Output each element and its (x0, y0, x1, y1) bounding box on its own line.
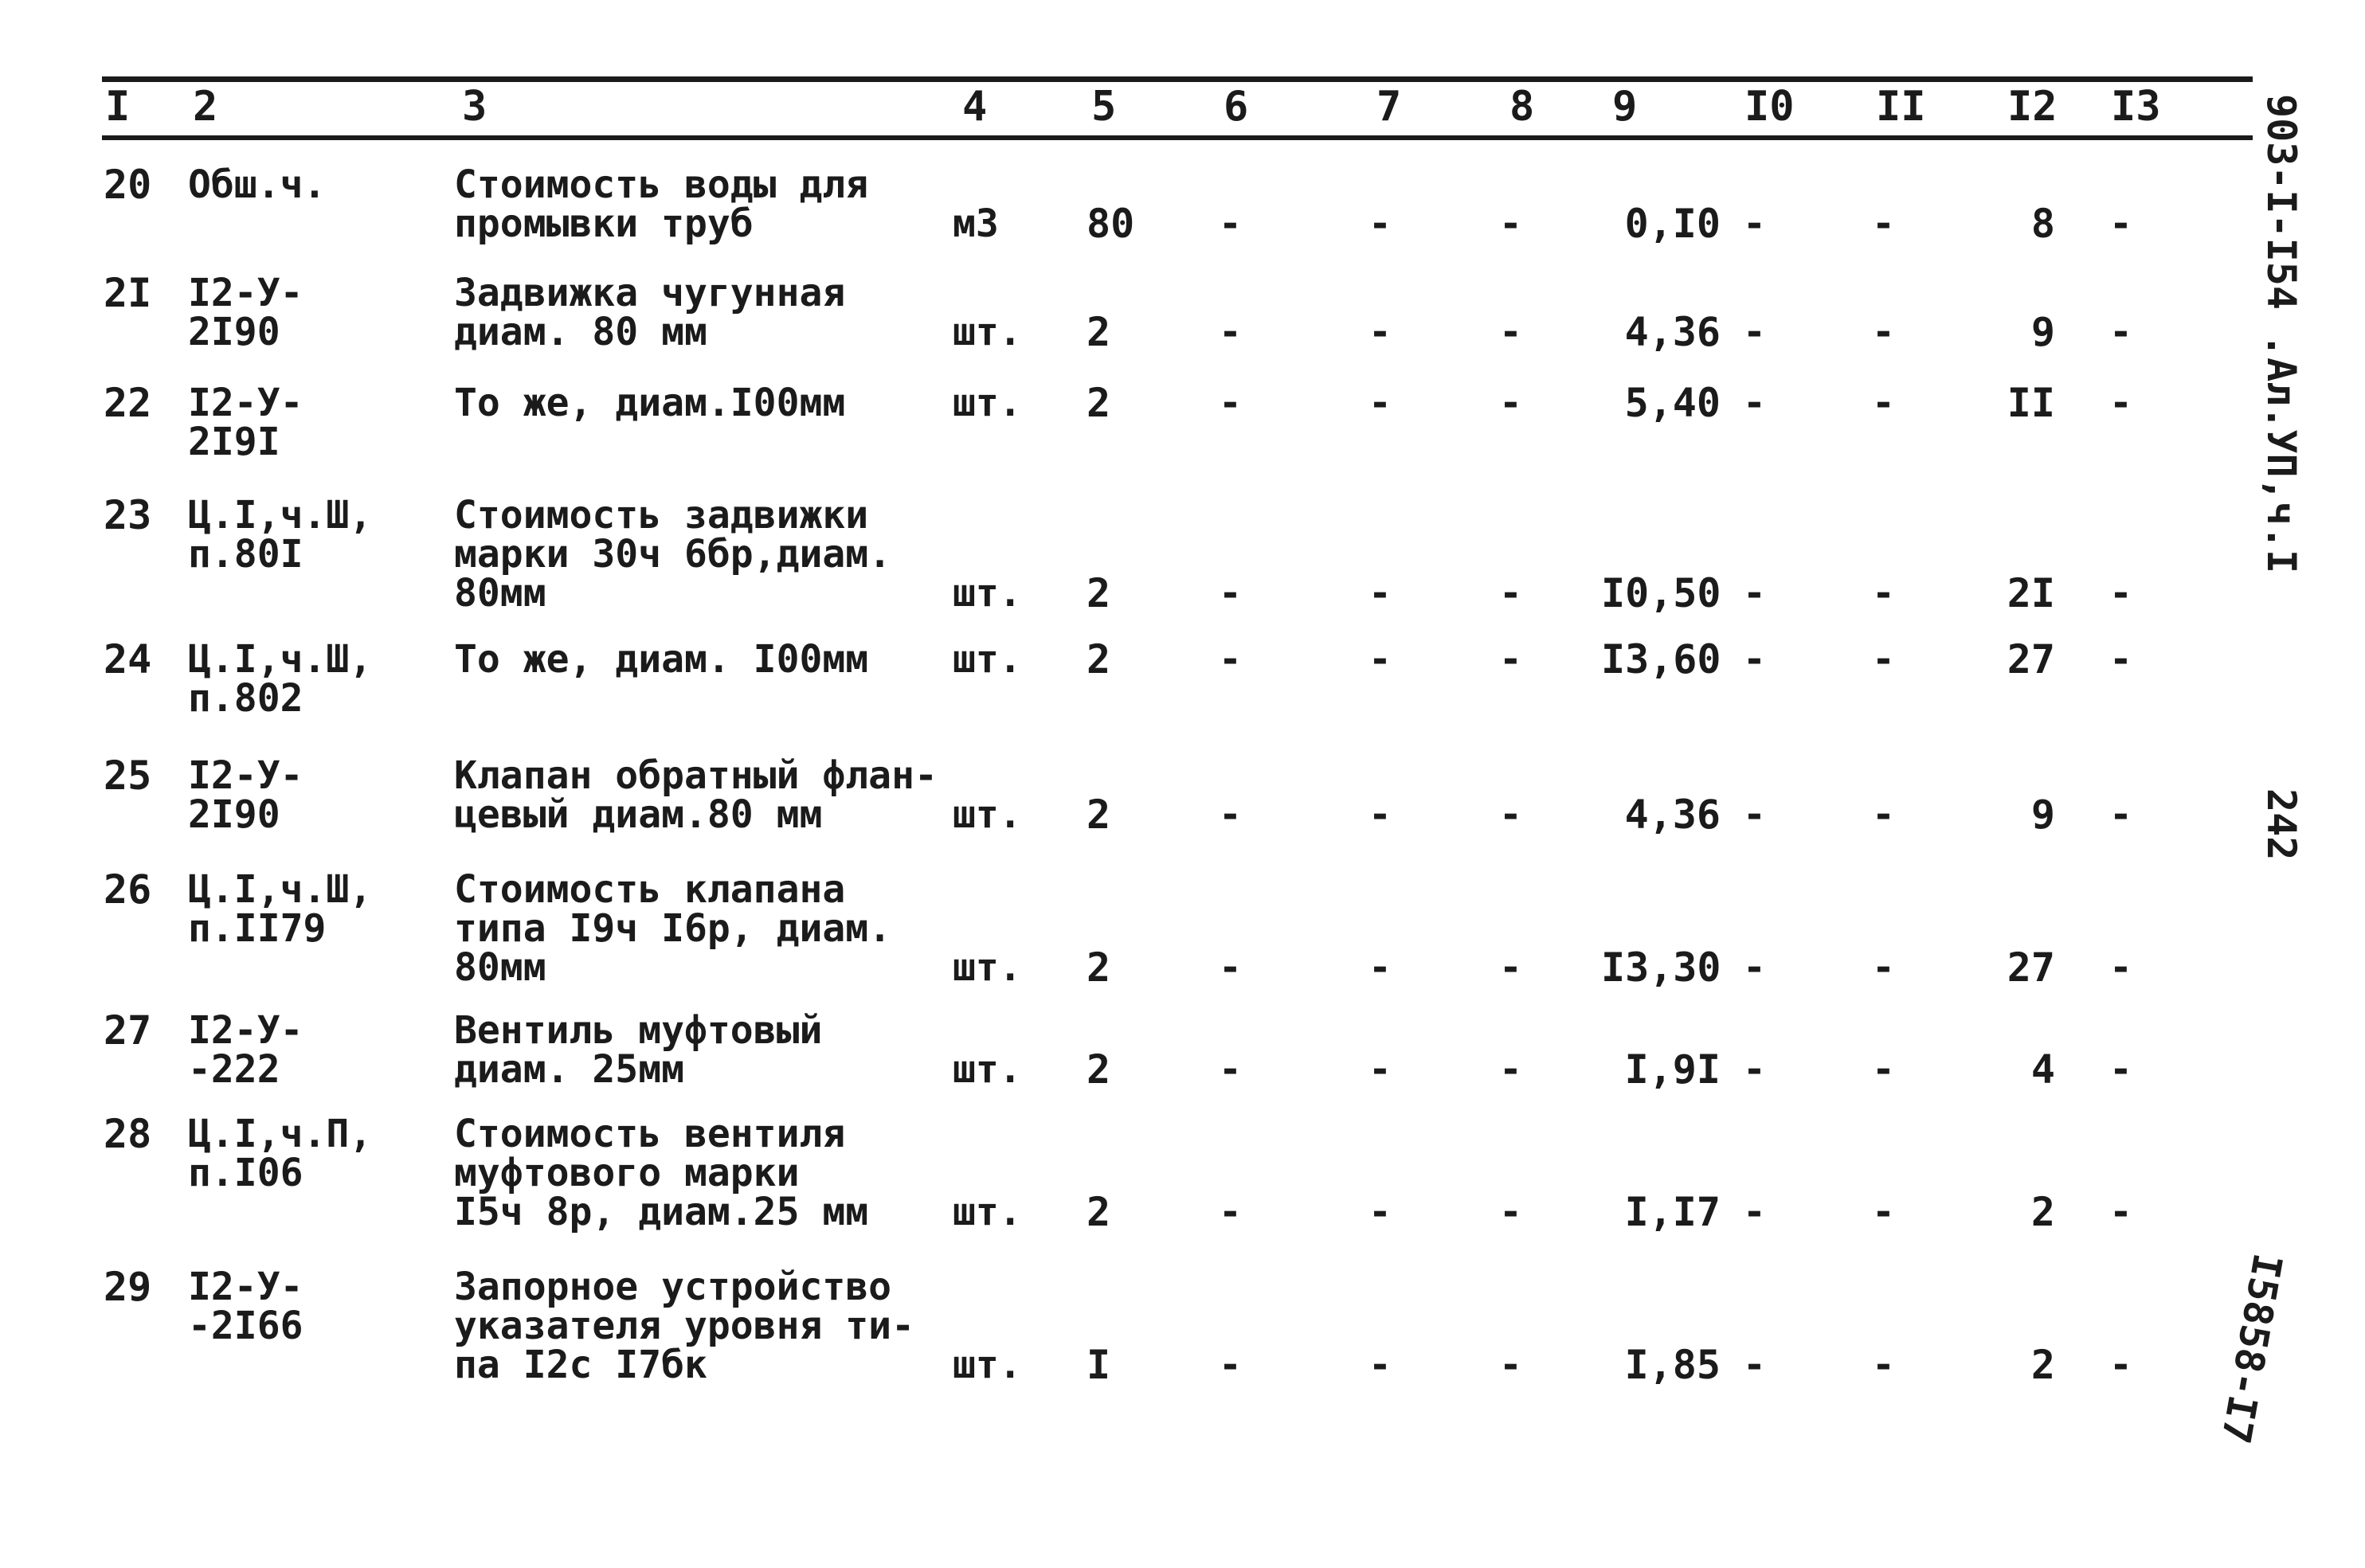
col-11-value: - (1872, 792, 1895, 837)
unit: шт. (953, 1190, 1022, 1234)
quantity: 2 (1087, 570, 1111, 616)
norm-code: Ц.I,ч.Ш, п.802 (188, 637, 373, 721)
unit: шт. (953, 1343, 1022, 1387)
item-name: Стоимость воды для промывки труб (454, 162, 869, 246)
column-header: 3 (462, 83, 487, 131)
col-8-value: - (1499, 310, 1522, 354)
col-11-value: - (1872, 201, 1895, 246)
col-13-value: - (2109, 637, 2132, 682)
total-cost: 2 (2030, 1189, 2055, 1235)
col-8-value: - (1499, 637, 1522, 682)
norm-code: I2-У- -2I66 (188, 1265, 303, 1348)
col-6-value: - (1219, 945, 1242, 990)
col-13-value: - (2109, 381, 2132, 425)
norm-code: Ц.I,ч.Ш, п.80I (188, 493, 373, 577)
item-name: Запорное устройство указателя уровня ти- па I2с I7бк (454, 1265, 914, 1387)
col-7-value: - (1368, 1047, 1392, 1092)
table-top-rule (102, 76, 2253, 82)
item-name: Задвижка чугунная диам. 80 мм (454, 271, 846, 354)
total-cost: 2 (2030, 1342, 2055, 1388)
col-8-value: - (1499, 792, 1522, 837)
unit-price: 4,36 (1624, 309, 1721, 355)
item-name: Стоимость вентиля муфтового марки I5ч 8р, диам.25 мм (454, 1112, 869, 1234)
item-name: Стоимость задвижки марки 30ч 6бр,диам. 80мм (454, 493, 892, 616)
column-header: I2 (2007, 83, 2058, 131)
column-header: 9 (1612, 83, 1638, 131)
row-number: 24 (104, 636, 152, 682)
col-10-value: - (1743, 571, 1766, 616)
total-cost: 27 (2007, 944, 2055, 991)
col-8-value: - (1499, 945, 1522, 990)
col-6-value: - (1219, 1190, 1242, 1234)
quantity: 2 (1087, 1046, 1111, 1093)
unit: шт. (953, 945, 1022, 990)
unit: м3 (953, 201, 999, 246)
row-number: 28 (104, 1111, 152, 1157)
unit-price: I3,60 (1601, 636, 1721, 682)
row-number: 27 (104, 1007, 152, 1054)
quantity: 2 (1087, 792, 1111, 838)
col-8-value: - (1499, 201, 1522, 246)
col-8-value: - (1499, 571, 1522, 616)
col-7-value: - (1368, 310, 1392, 354)
col-13-value: - (2109, 1047, 2132, 1092)
col-13-value: - (2109, 792, 2132, 837)
col-8-value: - (1499, 1190, 1522, 1234)
column-header: 2 (193, 83, 218, 131)
col-6-value: - (1219, 1047, 1242, 1092)
col-11-value: - (1872, 1190, 1895, 1234)
unit: шт. (953, 381, 1022, 425)
norm-code: I2-У- -222 (188, 1008, 303, 1092)
quantity: 2 (1087, 1189, 1111, 1235)
col-6-value: - (1219, 201, 1242, 246)
col-6-value: - (1219, 637, 1242, 682)
margin-sheet-number: I5858-I7 (2212, 1249, 2291, 1448)
unit-price: 0,I0 (1624, 201, 1721, 247)
total-cost: 8 (2030, 201, 2055, 247)
unit-price: 5,40 (1624, 380, 1721, 426)
total-cost: 9 (2030, 792, 2055, 838)
row-number: 29 (104, 1264, 152, 1310)
unit-price: I3,30 (1601, 944, 1721, 991)
unit-price: I,I7 (1624, 1189, 1721, 1235)
norm-code: I2-У- 2I9I (188, 381, 303, 464)
column-header: I3 (2111, 83, 2161, 131)
col-7-value: - (1368, 571, 1392, 616)
row-number: 22 (104, 380, 152, 426)
column-header: 8 (1509, 83, 1535, 131)
quantity: 2 (1087, 944, 1111, 991)
column-header: 5 (1091, 83, 1117, 131)
col-11-value: - (1872, 1047, 1895, 1092)
quantity: 80 (1087, 201, 1135, 247)
unit-price: 4,36 (1624, 792, 1721, 838)
row-number: 25 (104, 753, 152, 799)
col-8-value: - (1499, 1047, 1522, 1092)
unit: шт. (953, 571, 1022, 616)
col-7-value: - (1368, 201, 1392, 246)
column-header: 6 (1224, 83, 1249, 131)
col-7-value: - (1368, 945, 1392, 990)
total-cost: 4 (2030, 1046, 2055, 1093)
quantity: 2 (1087, 636, 1111, 682)
col-8-value: - (1499, 1343, 1522, 1387)
column-header: 7 (1376, 83, 1402, 131)
norm-code: Обш.ч. (188, 162, 327, 207)
header-bottom-rule (102, 135, 2253, 140)
col-13-value: - (2109, 1190, 2132, 1234)
column-header: II (1876, 83, 1926, 131)
row-number: 26 (104, 866, 152, 913)
col-11-value: - (1872, 381, 1895, 425)
total-cost: 2I (2007, 570, 2055, 616)
col-6-value: - (1219, 1343, 1242, 1387)
column-header: I (105, 83, 131, 131)
col-10-value: - (1743, 792, 1766, 837)
item-name: Стоимость клапана типа I9ч I6р, диам. 80мм (454, 867, 892, 990)
item-name: То же, диам. I00мм (454, 637, 869, 682)
col-7-value: - (1368, 1343, 1392, 1387)
row-number: 23 (104, 492, 152, 538)
margin-page-number: 242 (2258, 788, 2304, 861)
col-10-value: - (1743, 310, 1766, 354)
col-6-value: - (1219, 792, 1242, 837)
item-name: То же, диам.I00мм (454, 381, 846, 425)
col-8-value: - (1499, 381, 1522, 425)
col-13-value: - (2109, 945, 2132, 990)
col-10-value: - (1743, 945, 1766, 990)
unit-price: I,85 (1624, 1342, 1721, 1388)
item-name: Клапан обратный флан- цевый диам.80 мм (454, 753, 938, 837)
col-11-value: - (1872, 571, 1895, 616)
total-cost: II (2007, 380, 2055, 426)
unit-price: I,9I (1624, 1046, 1721, 1093)
col-13-value: - (2109, 201, 2132, 246)
col-13-value: - (2109, 1343, 2132, 1387)
col-7-value: - (1368, 792, 1392, 837)
norm-code: Ц.I,ч.Ш, п.II79 (188, 867, 373, 951)
col-6-value: - (1219, 381, 1242, 425)
col-6-value: - (1219, 571, 1242, 616)
norm-code: I2-У- 2I90 (188, 753, 303, 837)
total-cost: 27 (2007, 636, 2055, 682)
unit: шт. (953, 792, 1022, 837)
column-header: 4 (962, 83, 988, 131)
quantity: I (1087, 1342, 1111, 1388)
quantity: 2 (1087, 380, 1111, 426)
norm-code: Ц.I,ч.П, п.I06 (188, 1112, 373, 1195)
total-cost: 9 (2030, 309, 2055, 355)
unit: шт. (953, 310, 1022, 354)
col-11-value: - (1872, 1343, 1895, 1387)
row-number: 2I (104, 270, 152, 316)
norm-code: I2-У- 2I90 (188, 271, 303, 354)
row-number: 20 (104, 162, 152, 208)
col-10-value: - (1743, 1190, 1766, 1234)
unit: шт. (953, 1047, 1022, 1092)
col-7-value: - (1368, 381, 1392, 425)
col-10-value: - (1743, 201, 1766, 246)
col-13-value: - (2109, 571, 2132, 616)
col-11-value: - (1872, 945, 1895, 990)
column-header: I0 (1744, 83, 1795, 131)
col-11-value: - (1872, 637, 1895, 682)
col-7-value: - (1368, 1190, 1392, 1234)
unit-price: I0,50 (1601, 570, 1721, 616)
col-10-value: - (1743, 1343, 1766, 1387)
col-10-value: - (1743, 381, 1766, 425)
col-11-value: - (1872, 310, 1895, 354)
unit: шт. (953, 637, 1022, 682)
col-6-value: - (1219, 310, 1242, 354)
margin-doc-code: 903-I-I54 .Ал.УП,ч.I (2258, 94, 2304, 574)
col-7-value: - (1368, 637, 1392, 682)
col-10-value: - (1743, 637, 1766, 682)
quantity: 2 (1087, 309, 1111, 355)
col-13-value: - (2109, 310, 2132, 354)
col-10-value: - (1743, 1047, 1766, 1092)
item-name: Вентиль муфтовый диам. 25мм (454, 1008, 823, 1092)
